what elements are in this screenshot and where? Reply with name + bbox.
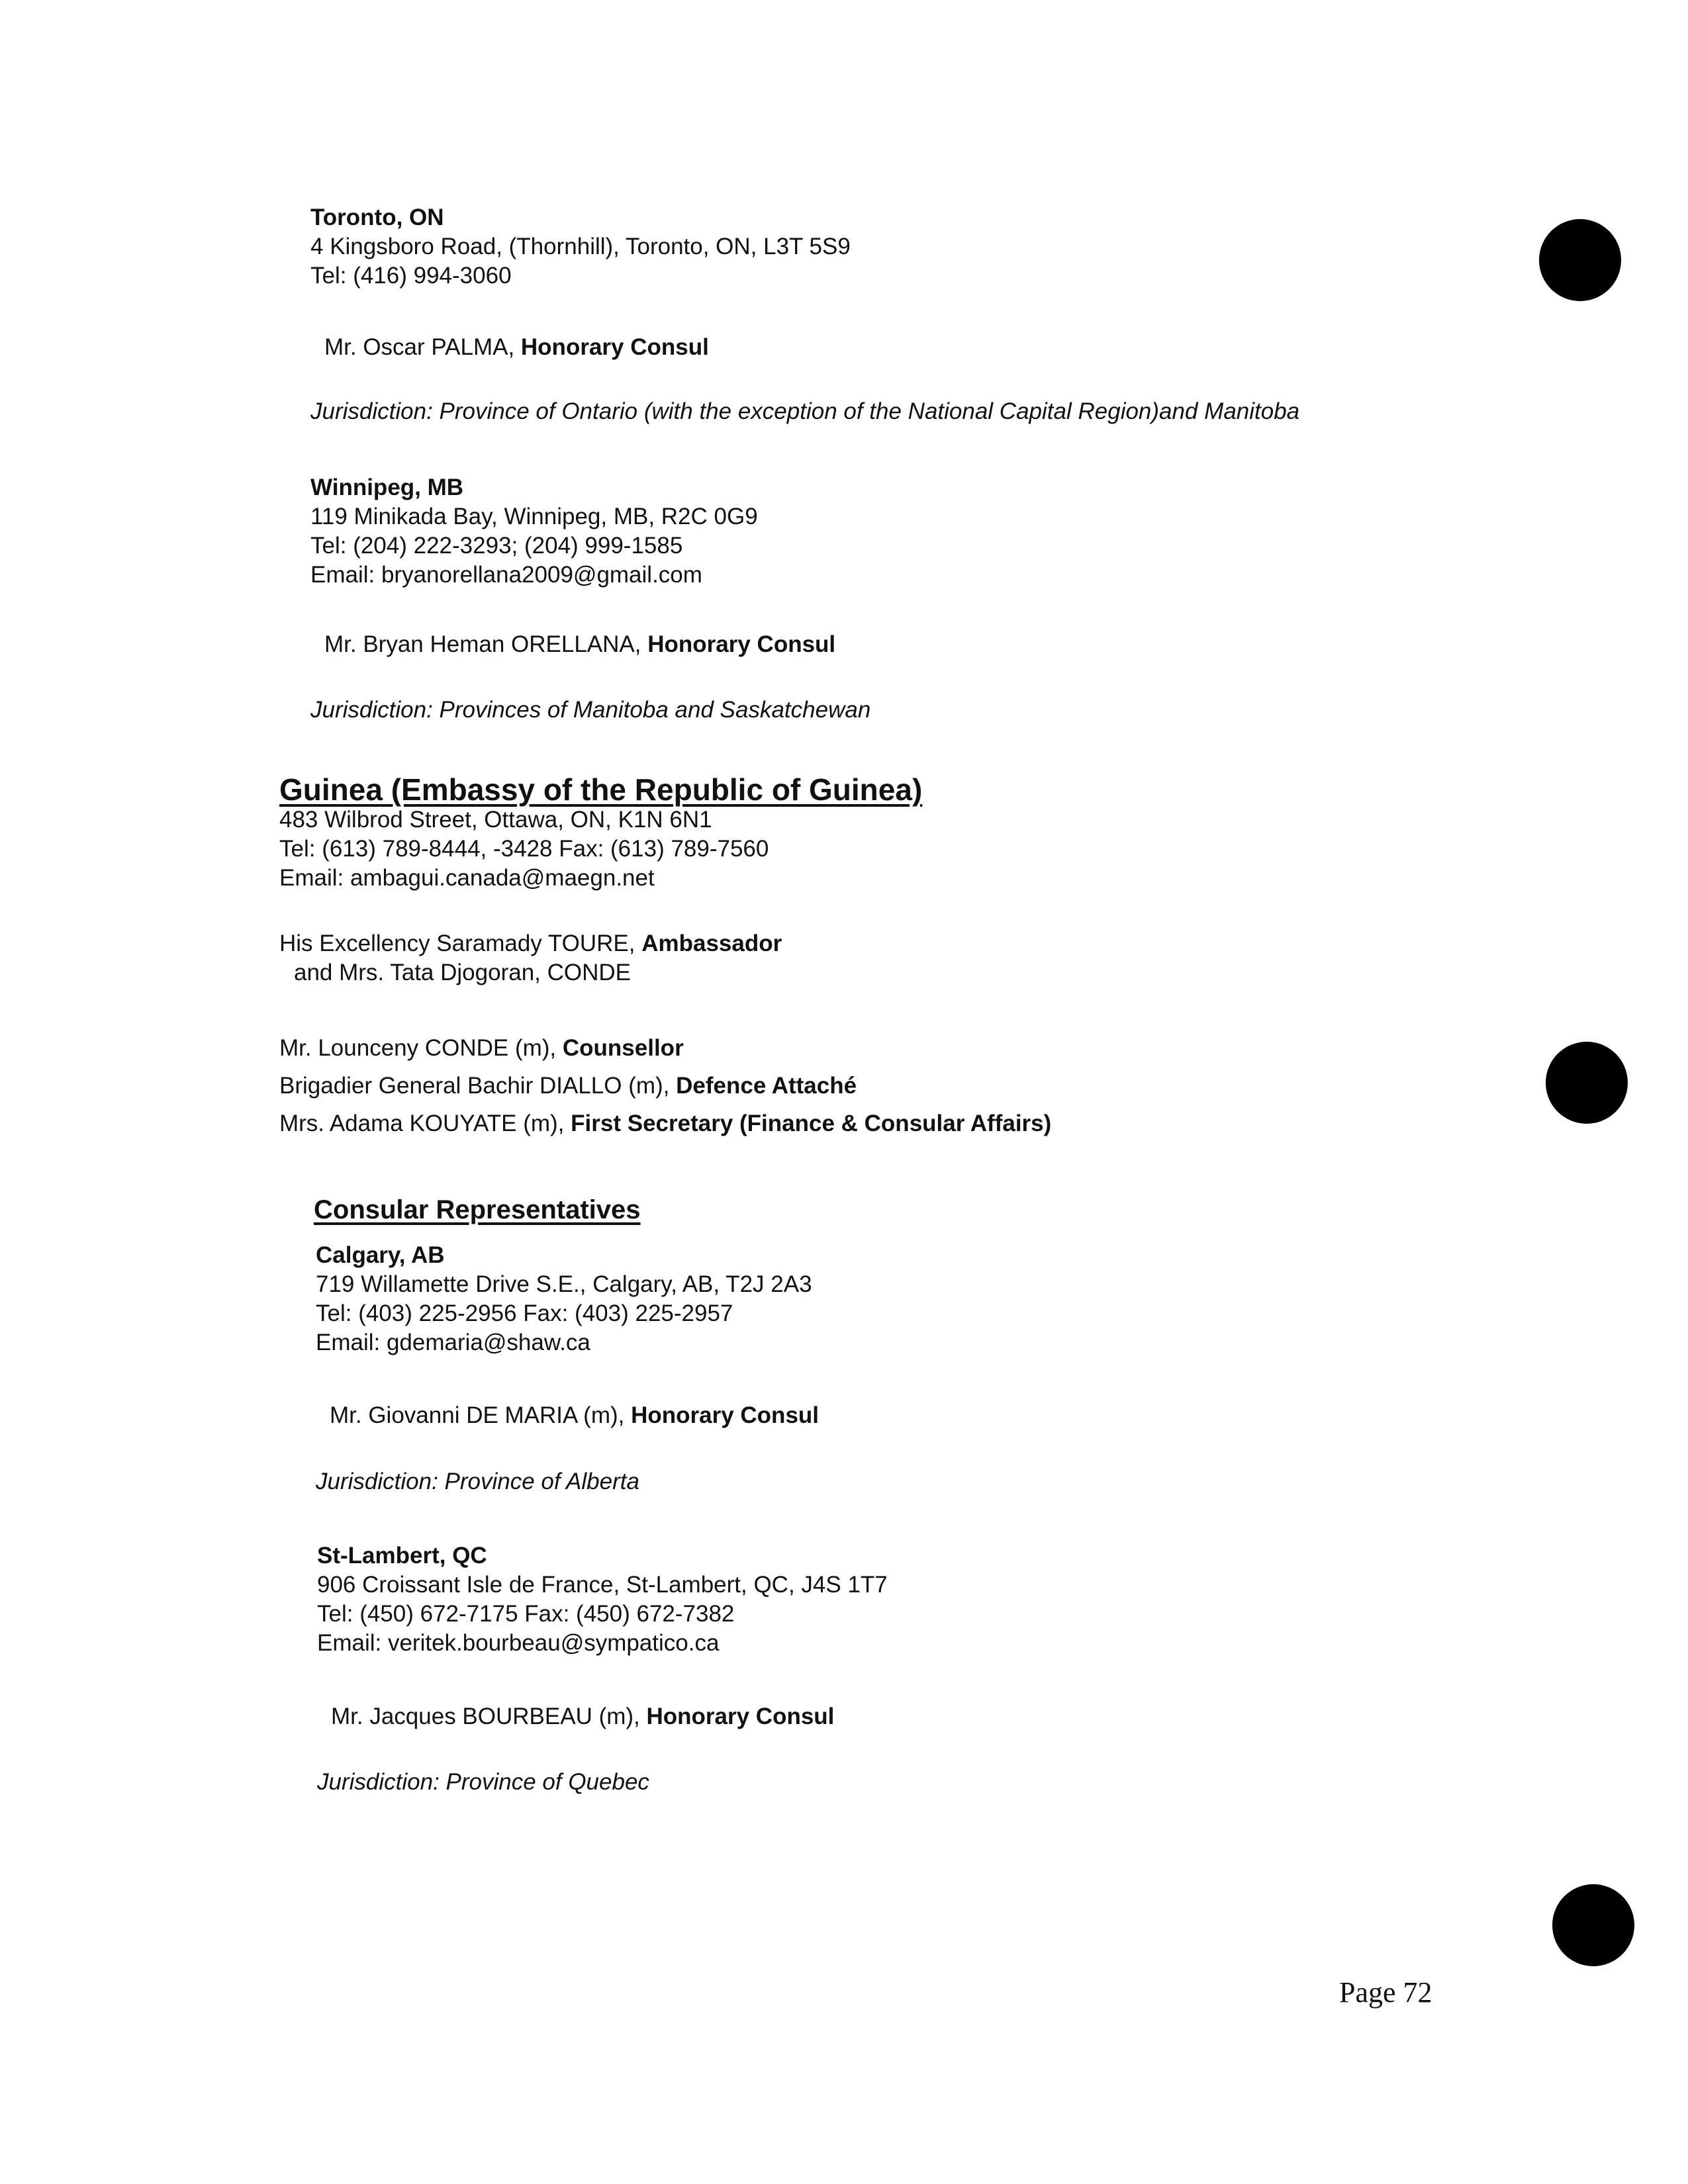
toronto-jurisdiction-label: Jurisdiction: (310, 398, 433, 424)
toronto-address: 4 Kingsboro Road, (Thornhill), Toronto, ON, L3T 5S9 (310, 234, 851, 259)
toronto-consul-name: Mr. Oscar PALMA, (324, 334, 521, 360)
staff-title: Defence Attaché (676, 1073, 857, 1099)
toronto-tel: Tel: (416) 994-3060 (310, 263, 512, 289)
guinea-email: Email: ambagui.canada@maegn.net (279, 865, 655, 891)
stlambert-email: Email: veritek.bourbeau@sympatico.ca (317, 1630, 720, 1656)
toronto-jurisdiction (310, 398, 1299, 426)
winnipeg-email: Email: bryanorellana2009@gmail.com (310, 562, 702, 588)
guinea-embassy-heading: Guinea (Embassy of the Republic of Guinea) (279, 772, 923, 807)
stlambert-tel: Tel: (450) 672-7175 Fax: (450) 672-7382 (317, 1601, 735, 1627)
stlambert-city: St-Lambert, QC (317, 1543, 487, 1569)
calgary-consul (330, 1402, 819, 1430)
punch-hole-top (1539, 219, 1621, 301)
stlambert-consul-name: Mr. Jacques BOURBEAU (m), (331, 1704, 647, 1729)
winnipeg-consul-title: Honorary Consul (647, 631, 836, 657)
calgary-city: Calgary, AB (316, 1242, 445, 1268)
guinea-staff-counsellor (279, 1034, 684, 1062)
consular-representatives-heading: Consular Representatives (314, 1195, 641, 1224)
stlambert-jurisdiction-text: Province of Quebec (439, 1769, 649, 1795)
calgary-jurisdiction (316, 1468, 639, 1496)
staff-name: Mrs. Adama KOUYATE (m), (279, 1111, 571, 1136)
staff-name: Brigadier General Bachir DIALLO (m), (279, 1073, 677, 1099)
guinea-ambassador-spouse: and Mrs. Tata Djogoran, CONDE (294, 960, 632, 985)
calgary-consul-name: Mr. Giovanni DE MARIA (m), (330, 1402, 632, 1428)
calgary-address: 719 Willamette Drive S.E., Calgary, AB, T2J 2A3 (316, 1271, 812, 1297)
punch-hole-middle (1546, 1042, 1628, 1124)
guinea-ambassador-title: Ambassador (641, 931, 782, 956)
staff-title: Counsellor (562, 1035, 684, 1061)
staff-title: First Secretary (Finance & Consular Affairs) (571, 1111, 1052, 1136)
toronto-consul-title: Honorary Consul (520, 334, 709, 360)
stlambert-consul-title: Honorary Consul (646, 1704, 835, 1729)
stlambert-address: 906 Croissant Isle de France, St-Lambert, QC, J4S 1T7 (317, 1572, 888, 1598)
calgary-consul-title: Honorary Consul (631, 1402, 820, 1428)
winnipeg-jurisdiction-text: Provinces of Manitoba and Saskatchewan (432, 697, 871, 723)
calgary-jurisdiction-text: Province of Alberta (438, 1469, 639, 1494)
guinea-ambassador (279, 930, 782, 958)
stlambert-jurisdiction (317, 1768, 649, 1796)
stlambert-consul (331, 1703, 834, 1731)
calgary-jurisdiction-label: Jurisdiction: (316, 1469, 438, 1494)
guinea-ambassador-name: His Excellency Saramady TOURE, (279, 931, 642, 956)
punch-hole-bottom (1552, 1884, 1634, 1966)
winnipeg-city: Winnipeg, MB (310, 475, 464, 500)
page-number: Page 72 (1339, 1976, 1432, 2009)
calgary-email: Email: gdemaria@shaw.ca (316, 1330, 590, 1355)
toronto-consul (324, 334, 709, 361)
guinea-staff-defence-attache (279, 1072, 857, 1100)
guinea-address: 483 Wilbrod Street, Ottawa, ON, K1N 6N1 (279, 807, 712, 833)
winnipeg-tel: Tel: (204) 222-3293; (204) 999-1585 (310, 533, 683, 559)
winnipeg-address: 119 Minikada Bay, Winnipeg, MB, R2C 0G9 (310, 504, 758, 529)
winnipeg-jurisdiction-label: Jurisdiction: (310, 697, 433, 723)
guinea-staff-first-secretary (279, 1110, 1051, 1138)
calgary-tel: Tel: (403) 225-2956 Fax: (403) 225-2957 (316, 1300, 733, 1326)
winnipeg-jurisdiction (310, 696, 870, 724)
toronto-jurisdiction-text: Province of Ontario (with the exception of the National Capital Region)and Manitoba (432, 398, 1300, 424)
toronto-city: Toronto, ON (310, 205, 444, 230)
staff-name: Mr. Lounceny CONDE (m), (279, 1035, 563, 1061)
guinea-tel: Tel: (613) 789-8444, -3428 Fax: (613) 789-7560 (279, 836, 769, 862)
winnipeg-consul-name: Mr. Bryan Heman ORELLANA, (324, 631, 648, 657)
winnipeg-consul (324, 631, 835, 659)
stlambert-jurisdiction-label: Jurisdiction: (317, 1769, 440, 1795)
